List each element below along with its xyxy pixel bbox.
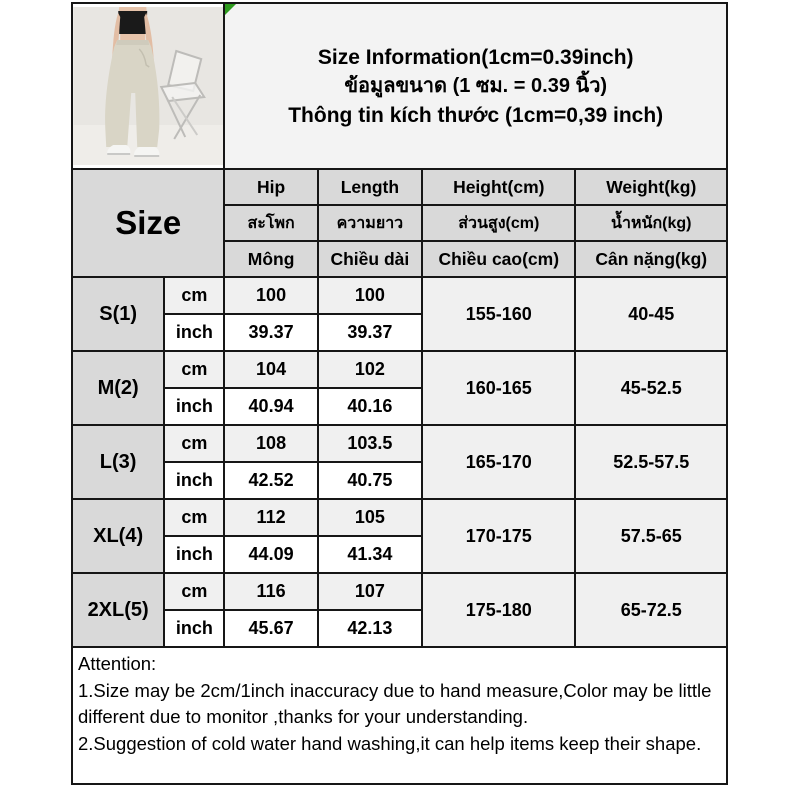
l-height: 165-170 xyxy=(422,425,575,499)
col-header-length-vi: Chiều dài xyxy=(318,241,422,277)
unit-inch: inch xyxy=(164,388,224,425)
2xl-length-inch: 42.13 xyxy=(318,610,422,647)
col-header-height-th: ส่วนสูง(cm) xyxy=(422,205,575,241)
2xl-hip-inch: 45.67 xyxy=(224,610,317,647)
unit-cm: cm xyxy=(164,351,224,388)
l-hip-inch: 42.52 xyxy=(224,462,317,499)
product-photo xyxy=(73,7,223,165)
m-hip-inch: 40.94 xyxy=(224,388,317,425)
table-row-s-cm xyxy=(72,277,727,314)
unit-inch: inch xyxy=(164,314,224,351)
xl-height: 170-175 xyxy=(422,499,575,573)
header-row xyxy=(72,3,727,169)
s-hip-cm: 100 xyxy=(224,277,317,314)
attention-line-3: 2.Suggestion of cold water hand washing,it can help items keep their shape. xyxy=(78,732,702,754)
table-row-l-cm xyxy=(72,425,727,462)
m-height: 160-165 xyxy=(422,351,575,425)
table-row-2xl-cm xyxy=(72,573,727,610)
xl-length-cm: 105 xyxy=(318,499,422,536)
col-header-weight-th: น้ำหนัก(kg) xyxy=(575,205,727,241)
col-header-weight-en: Weight(kg) xyxy=(575,169,727,205)
model-waist xyxy=(120,34,145,41)
l-length-cm: 103.5 xyxy=(318,425,422,462)
s-length-cm: 100 xyxy=(318,277,422,314)
attention-line-1: 1.Size may be 2cm/1inch inaccuracy due to hand measure,Color may be little xyxy=(78,679,712,701)
size-label-l: L(3) xyxy=(72,425,164,499)
m-length-cm: 102 xyxy=(318,351,422,388)
model-black-crop-top xyxy=(118,11,147,34)
size-information-table xyxy=(71,2,728,648)
size-label-s: S(1) xyxy=(72,277,164,351)
s-hip-inch: 39.37 xyxy=(224,314,317,351)
attention-heading: Attention: xyxy=(78,653,157,674)
size-chart-sheet xyxy=(71,2,728,785)
xl-hip-inch: 44.09 xyxy=(224,536,317,573)
2xl-height: 175-180 xyxy=(422,573,575,647)
table-row-m-cm xyxy=(72,351,727,388)
unit-cm: cm xyxy=(164,573,224,610)
col-header-weight-vi: Cân nặng(kg) xyxy=(575,241,727,277)
col-header-hip-th: สะโพก xyxy=(224,205,317,241)
title-vietnamese: Thông tin kích thước (1cm=0,39 inch) xyxy=(288,103,664,127)
s-weight: 40-45 xyxy=(575,277,727,351)
title-thai: ข้อมูลขนาด (1 ซม. = 0.39 นิ้ว) xyxy=(344,74,608,97)
size-information-title xyxy=(225,43,726,130)
s-length-inch: 39.37 xyxy=(318,314,422,351)
size-label-xl: XL(4) xyxy=(72,499,164,573)
l-weight: 52.5-57.5 xyxy=(575,425,727,499)
attention-note-box xyxy=(71,646,728,785)
unit-inch: inch xyxy=(164,610,224,647)
title-english: Size Information(1cm=0.39inch) xyxy=(317,45,634,69)
size-information-title-cell xyxy=(224,3,727,169)
col-header-length-en: Length xyxy=(318,169,422,205)
green-corner-marker xyxy=(225,4,236,15)
unit-cm: cm xyxy=(164,499,224,536)
m-hip-cm: 104 xyxy=(224,351,317,388)
m-weight: 45-52.5 xyxy=(575,351,727,425)
2xl-weight: 65-72.5 xyxy=(575,573,727,647)
size-label-2xl: 2XL(5) xyxy=(72,573,164,647)
xl-length-inch: 41.34 xyxy=(318,536,422,573)
m-length-inch: 40.16 xyxy=(318,388,422,425)
xl-weight: 57.5-65 xyxy=(575,499,727,573)
size-corner-label: Size xyxy=(72,169,224,277)
pants-waistband xyxy=(116,40,149,45)
unit-inch: inch xyxy=(164,536,224,573)
2xl-length-cm: 107 xyxy=(318,573,422,610)
col-header-length-th: ความยาว xyxy=(318,205,422,241)
unit-inch: inch xyxy=(164,462,224,499)
col-header-hip-en: Hip xyxy=(224,169,317,205)
attention-line-2: different due to monitor ,thanks for your understanding. xyxy=(78,706,529,727)
col-header-hip-vi: Mông xyxy=(224,241,317,277)
l-length-inch: 40.75 xyxy=(318,462,422,499)
2xl-hip-cm: 116 xyxy=(224,573,317,610)
table-row-xl-cm xyxy=(72,499,727,536)
size-label-m: M(2) xyxy=(72,351,164,425)
unit-cm: cm xyxy=(164,277,224,314)
xl-hip-cm: 112 xyxy=(224,499,317,536)
product-photo-cell xyxy=(72,3,224,169)
l-hip-cm: 108 xyxy=(224,425,317,462)
col-header-height-vi: Chiều cao(cm) xyxy=(422,241,575,277)
unit-cm: cm xyxy=(164,425,224,462)
col-header-height-en: Height(cm) xyxy=(422,169,575,205)
column-header-row-english xyxy=(72,169,727,205)
s-height: 155-160 xyxy=(422,277,575,351)
